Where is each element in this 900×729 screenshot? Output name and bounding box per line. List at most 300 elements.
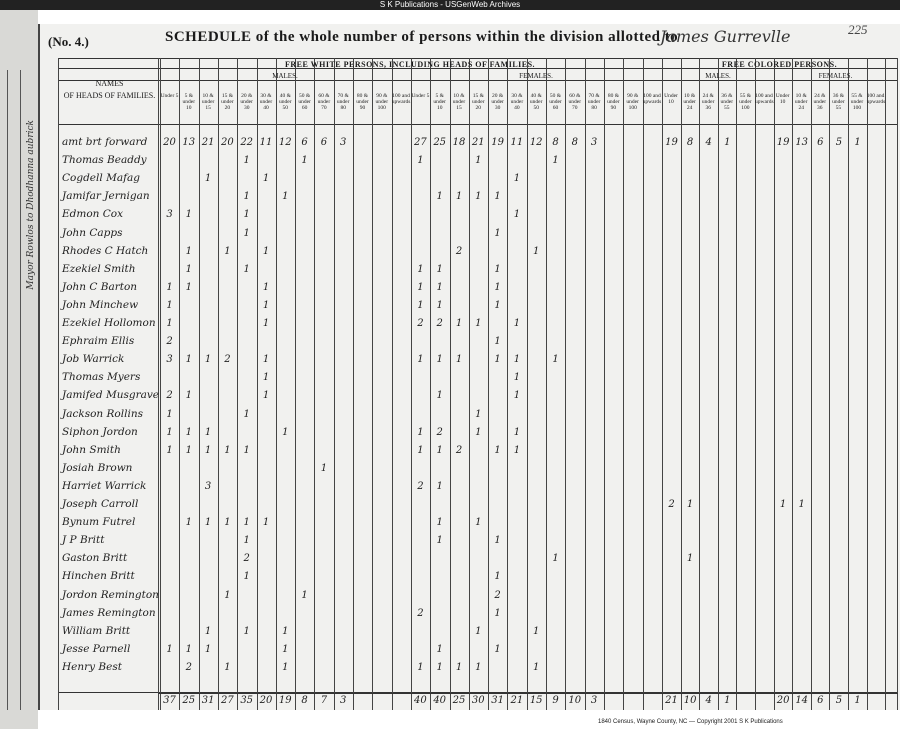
tally-mark: 21 bbox=[201, 137, 215, 148]
tally-mark: 1 bbox=[243, 517, 250, 529]
tally-mark: 1 bbox=[494, 571, 501, 583]
table-vrule bbox=[718, 58, 719, 710]
tally-mark: 1 bbox=[494, 535, 501, 547]
total-value: 35 bbox=[240, 695, 254, 706]
tally-mark: 1 bbox=[475, 625, 482, 637]
tally-mark: 1 bbox=[185, 209, 192, 221]
tally-mark: 1 bbox=[686, 499, 694, 510]
total-value: 25 bbox=[182, 695, 196, 706]
margin-rule bbox=[7, 70, 8, 710]
tally-mark: 1 bbox=[686, 553, 694, 565]
total-value: 20 bbox=[776, 695, 790, 706]
family-head-name: Ephraim Ellis bbox=[62, 335, 135, 348]
table-vrule bbox=[565, 58, 566, 710]
free-colored-header: FREE COLORED PERSONS. bbox=[721, 60, 838, 69]
tally-mark: 6 bbox=[320, 137, 328, 148]
tally-mark: 13 bbox=[182, 137, 196, 148]
family-head-name: Gaston Britt bbox=[62, 552, 128, 565]
tally-mark: 1 bbox=[475, 318, 482, 329]
tally-mark: 1 bbox=[243, 444, 250, 456]
table-vrule bbox=[353, 58, 354, 710]
table-vrule bbox=[811, 58, 812, 710]
family-head-name: J P Britt bbox=[62, 534, 105, 547]
tally-mark: 1 bbox=[262, 318, 270, 329]
tally-mark: 1 bbox=[494, 263, 501, 275]
table-vrule bbox=[314, 58, 315, 710]
age-column-header: 20 & under 30 bbox=[491, 93, 504, 111]
table-vrule bbox=[507, 58, 508, 710]
family-head-name: John Capps bbox=[62, 226, 123, 239]
age-column-header: 30 & under 40 bbox=[259, 93, 273, 111]
tally-mark: 8 bbox=[571, 137, 578, 148]
tally-mark: 1 bbox=[475, 661, 482, 673]
tally-mark: 1 bbox=[224, 589, 231, 601]
tally-mark: 1 bbox=[552, 354, 559, 366]
table-rule bbox=[58, 58, 898, 59]
table-vrule bbox=[829, 58, 830, 710]
tally-mark: 1 bbox=[436, 390, 443, 402]
tally-mark: 3 bbox=[166, 354, 173, 366]
left-margin-strip bbox=[0, 10, 38, 729]
footer-credit: 1840 Census, Wayne County, NC — Copyright 2001 S K Publications bbox=[598, 719, 783, 725]
table-vrule bbox=[699, 58, 700, 710]
tally-mark: 2 bbox=[243, 553, 250, 565]
tally-mark: 1 bbox=[854, 137, 861, 148]
family-head-name: Thomas Myers bbox=[62, 371, 141, 384]
tally-mark: 1 bbox=[185, 517, 192, 529]
total-value: 8 bbox=[301, 695, 308, 706]
tally-mark: 1 bbox=[798, 499, 805, 510]
tally-mark: 1 bbox=[533, 245, 540, 257]
tally-mark: 1 bbox=[436, 299, 443, 311]
table-vrule bbox=[218, 58, 219, 710]
tally-mark: 1 bbox=[455, 354, 463, 366]
family-head-name: Cogdell Mafag bbox=[62, 172, 140, 185]
age-column-header: 10 & under 24 bbox=[794, 93, 808, 111]
age-column-header: 30 & under 40 bbox=[510, 93, 524, 111]
age-column-header: 10 & under 24 bbox=[683, 93, 696, 111]
schedule-title: SCHEDULE of the whole number of persons within the division allotted to bbox=[165, 29, 679, 45]
tally-mark: 1 bbox=[204, 426, 212, 438]
tally-mark: 1 bbox=[166, 643, 173, 655]
tally-mark: 1 bbox=[436, 535, 443, 547]
colored-males-header: MALES. bbox=[705, 72, 731, 80]
age-column-header: 90 & under 100 bbox=[375, 93, 389, 111]
tally-mark: 1 bbox=[204, 444, 212, 456]
table-vrule bbox=[885, 58, 886, 710]
tally-mark: 1 bbox=[436, 643, 443, 655]
family-head-name: Jackson Rollins bbox=[62, 407, 143, 420]
tally-mark: 3 bbox=[590, 137, 598, 148]
total-value: 30 bbox=[471, 695, 485, 706]
tally-mark: 1 bbox=[417, 444, 424, 456]
table-vrule bbox=[623, 58, 624, 710]
tally-mark: 1 bbox=[166, 426, 173, 438]
age-column-header: 100 and upwards bbox=[755, 93, 774, 105]
table-vrule bbox=[58, 58, 59, 710]
family-head-name: Thomas Beaddy bbox=[62, 154, 147, 167]
tally-mark: 1 bbox=[282, 191, 289, 203]
tally-mark: 1 bbox=[417, 426, 424, 438]
page-number: 225 bbox=[848, 22, 868, 37]
tally-mark: 1 bbox=[417, 661, 424, 673]
table-vrule bbox=[848, 58, 849, 710]
total-value: 10 bbox=[568, 695, 582, 706]
tally-mark: 1 bbox=[185, 263, 192, 275]
total-value: 31 bbox=[491, 695, 504, 706]
tally-mark: 1 bbox=[494, 227, 501, 239]
table-vrule bbox=[585, 58, 586, 710]
tally-mark: 1 bbox=[436, 661, 443, 673]
tally-mark: 1 bbox=[417, 299, 424, 311]
tally-mark: 3 bbox=[340, 137, 347, 148]
archive-banner: S K Publications - USGenWeb Archives bbox=[0, 0, 900, 10]
tally-mark: 6 bbox=[817, 137, 824, 148]
age-column-header: Under 5 bbox=[411, 93, 430, 99]
tally-mark: 1 bbox=[243, 571, 250, 583]
tally-mark: 1 bbox=[282, 426, 289, 438]
tally-mark: 1 bbox=[494, 299, 501, 311]
family-head-name: Ezekiel Hollomon bbox=[62, 317, 156, 329]
age-column-header: Under 5 bbox=[160, 93, 179, 99]
family-head-name: Jordon Remington bbox=[62, 588, 159, 601]
table-vrule bbox=[257, 58, 258, 710]
family-head-name: Jamifar Jernigan bbox=[62, 190, 150, 203]
total-value: 25 bbox=[452, 695, 466, 706]
tally-mark: 12 bbox=[278, 137, 292, 148]
tally-mark: 1 bbox=[513, 354, 521, 366]
tally-mark: 8 bbox=[552, 137, 559, 148]
tally-mark: 1 bbox=[436, 281, 443, 293]
family-head-name: Rhodes C Hatch bbox=[62, 244, 149, 257]
tally-mark: 1 bbox=[417, 155, 424, 167]
margin-rule bbox=[20, 70, 21, 710]
tally-mark: 1 bbox=[224, 661, 231, 673]
tally-mark: 18 bbox=[452, 137, 466, 148]
tally-mark: 1 bbox=[204, 354, 212, 366]
tally-mark: 1 bbox=[320, 462, 328, 474]
tally-mark: 1 bbox=[262, 281, 270, 293]
age-column-header: 24 & under 36 bbox=[701, 93, 715, 111]
tally-mark: 1 bbox=[475, 426, 482, 438]
tally-mark: 1 bbox=[494, 354, 501, 366]
tally-mark: 19 bbox=[665, 137, 678, 148]
table-vrule bbox=[450, 58, 451, 710]
tally-mark: 1 bbox=[204, 173, 212, 185]
age-column-header: 5 & under 10 bbox=[433, 93, 446, 111]
tally-mark: 21 bbox=[471, 137, 485, 148]
total-value: 9 bbox=[552, 695, 559, 706]
tally-mark: 1 bbox=[262, 390, 270, 402]
tally-mark: 4 bbox=[705, 137, 712, 148]
tally-mark: 1 bbox=[417, 263, 424, 275]
age-column-header: 100 and upwards bbox=[642, 93, 662, 105]
tally-mark: 1 bbox=[533, 625, 540, 637]
tally-mark: 1 bbox=[475, 191, 482, 203]
total-value: 15 bbox=[529, 695, 543, 706]
tally-mark: 27 bbox=[414, 137, 427, 148]
tally-mark: 25 bbox=[433, 137, 447, 148]
age-column-header: 40 & under 50 bbox=[529, 93, 543, 111]
tally-mark: 1 bbox=[185, 426, 192, 438]
tally-mark: 1 bbox=[494, 643, 501, 655]
tally-mark: 1 bbox=[724, 137, 731, 148]
tally-mark: 1 bbox=[224, 245, 231, 257]
marginal-note: Mayor Rowlos to Dhodhanna aubrick bbox=[26, 120, 36, 290]
tally-mark: 22 bbox=[240, 137, 254, 148]
total-value: 4 bbox=[705, 695, 712, 706]
free-white-header: FREE WHITE PERSONS, INCLUDING HEADS OF FAMILIES. bbox=[284, 60, 536, 69]
table-vrule bbox=[199, 58, 200, 710]
total-value: 3 bbox=[590, 695, 598, 706]
family-head-name: William Britt bbox=[62, 624, 131, 637]
total-value: 5 bbox=[835, 695, 843, 706]
tally-mark: 1 bbox=[185, 354, 192, 366]
total-value: 19 bbox=[278, 695, 292, 706]
total-value: 21 bbox=[510, 695, 524, 706]
total-value: 21 bbox=[665, 695, 678, 706]
tally-mark: 1 bbox=[204, 625, 212, 637]
age-column-header: 70 & under 80 bbox=[336, 93, 350, 111]
age-column-header: 36 & under 55 bbox=[720, 93, 734, 111]
tally-mark: 2 bbox=[166, 390, 173, 402]
tally-mark: 2 bbox=[224, 354, 231, 366]
tally-mark: 1 bbox=[513, 444, 521, 456]
table-vrule bbox=[897, 58, 898, 710]
table-vrule bbox=[867, 58, 868, 710]
tally-mark: 2 bbox=[417, 480, 424, 492]
total-value: 40 bbox=[414, 695, 427, 706]
total-value: 7 bbox=[320, 695, 328, 706]
tally-mark: 1 bbox=[513, 173, 521, 185]
age-column-header: 50 & under 60 bbox=[549, 93, 562, 111]
total-value: 14 bbox=[795, 695, 809, 706]
table-vrule bbox=[160, 58, 161, 710]
tally-mark: 1 bbox=[262, 173, 270, 185]
total-value: 1 bbox=[724, 695, 731, 706]
total-value: 3 bbox=[340, 695, 347, 706]
table-vrule bbox=[430, 58, 431, 710]
tally-mark: 2 bbox=[455, 245, 463, 257]
tally-mark: 2 bbox=[417, 318, 424, 329]
tally-mark: 1 bbox=[494, 444, 501, 456]
tally-mark: 1 bbox=[262, 372, 270, 384]
table-rule bbox=[58, 124, 898, 125]
family-head-name: Harriet Warrick bbox=[62, 479, 147, 492]
tally-mark: 1 bbox=[282, 661, 289, 673]
tally-mark: 1 bbox=[262, 517, 270, 529]
tally-mark: 1 bbox=[552, 155, 559, 167]
tally-mark: 1 bbox=[513, 390, 521, 402]
tally-mark: 1 bbox=[494, 607, 501, 619]
names-header-line: NAMES bbox=[95, 79, 124, 88]
age-column-header: 80 & under 90 bbox=[356, 93, 369, 111]
tally-mark: 1 bbox=[243, 263, 250, 275]
division-handwritten: James Gurrevlle bbox=[660, 27, 791, 46]
total-value: 10 bbox=[683, 695, 697, 706]
tally-mark: 1 bbox=[243, 209, 250, 221]
tally-mark: 1 bbox=[166, 281, 173, 293]
tally-mark: 1 bbox=[436, 444, 443, 456]
tally-mark: 1 bbox=[243, 227, 250, 239]
tally-mark: 2 bbox=[436, 318, 443, 329]
tally-mark: 1 bbox=[436, 191, 443, 203]
tally-mark: 1 bbox=[494, 191, 501, 203]
table-vrule bbox=[792, 58, 793, 710]
family-head-name: Hinchen Britt bbox=[62, 570, 135, 583]
table-vrule bbox=[681, 58, 682, 710]
age-column-header: 5 & under 10 bbox=[182, 93, 196, 111]
tally-mark: 1 bbox=[436, 480, 443, 492]
tally-mark: 1 bbox=[185, 643, 192, 655]
tally-mark: 1 bbox=[779, 499, 787, 510]
age-column-header: 40 & under 50 bbox=[279, 93, 292, 111]
total-value: 27 bbox=[221, 695, 234, 706]
tally-mark: 1 bbox=[243, 191, 250, 203]
tally-mark: 1 bbox=[436, 354, 443, 366]
tally-mark: 1 bbox=[262, 299, 270, 311]
age-column-header: 10 & under 15 bbox=[201, 93, 215, 111]
table-vrule bbox=[662, 58, 663, 710]
family-head-name: Siphon Jordon bbox=[62, 425, 138, 438]
family-head-name: Edmon Cox bbox=[62, 208, 124, 221]
names-header bbox=[62, 78, 157, 102]
age-column-header: Under 10 bbox=[775, 93, 790, 105]
tally-mark: 1 bbox=[552, 553, 559, 565]
tally-mark: 1 bbox=[243, 155, 250, 167]
table-vrule bbox=[372, 58, 373, 710]
table-vrule bbox=[276, 58, 277, 710]
tally-mark: 1 bbox=[243, 535, 250, 547]
tally-mark: 1 bbox=[494, 281, 501, 293]
total-value: 20 bbox=[259, 695, 273, 706]
tally-mark: 20 bbox=[221, 137, 234, 148]
tally-mark: 1 bbox=[282, 625, 289, 637]
tally-mark: 1 bbox=[185, 245, 192, 257]
age-column-header: Under 10 bbox=[664, 93, 678, 105]
family-head-name: amt brt forward bbox=[62, 136, 148, 148]
table-vrule bbox=[604, 58, 605, 710]
tally-mark: 19 bbox=[491, 137, 504, 148]
table-vrule bbox=[643, 58, 644, 710]
tally-mark: 1 bbox=[436, 263, 443, 275]
age-column-header: 60 & under 70 bbox=[568, 93, 582, 111]
table-vrule bbox=[774, 58, 775, 710]
tally-mark: 19 bbox=[776, 137, 790, 148]
tally-mark: 1 bbox=[262, 354, 270, 366]
age-column-header: 80 & under 90 bbox=[607, 93, 620, 111]
table-vrule bbox=[334, 58, 335, 710]
tally-mark: 6 bbox=[301, 137, 308, 148]
age-column-header: 50 & under 60 bbox=[298, 93, 311, 111]
tally-mark: 1 bbox=[224, 517, 231, 529]
females-header: FEMALES. bbox=[519, 72, 553, 80]
tally-mark: 1 bbox=[262, 245, 270, 257]
tally-mark: 1 bbox=[166, 299, 173, 311]
tally-mark: 1 bbox=[513, 318, 521, 329]
tally-mark: 2 bbox=[494, 589, 501, 601]
family-head-name: Jesse Parnell bbox=[62, 642, 131, 655]
table-vrule bbox=[158, 58, 159, 710]
tally-mark: 12 bbox=[529, 137, 543, 148]
tally-mark: 1 bbox=[455, 661, 463, 673]
tally-mark: 2 bbox=[185, 661, 192, 673]
family-head-name: Ezekiel Smith bbox=[62, 262, 136, 275]
family-head-name: John Smith bbox=[62, 443, 121, 456]
tally-mark: 1 bbox=[282, 643, 289, 655]
tally-mark: 1 bbox=[417, 354, 424, 366]
tally-mark: 1 bbox=[185, 390, 192, 402]
tally-mark: 3 bbox=[166, 209, 173, 221]
tally-mark: 2 bbox=[436, 426, 443, 438]
males-header: MALES. bbox=[272, 72, 298, 80]
family-head-name: John Minchew bbox=[62, 298, 139, 311]
tally-mark: 2 bbox=[166, 336, 173, 348]
tally-mark: 1 bbox=[243, 625, 250, 637]
tally-mark: 1 bbox=[204, 517, 212, 529]
tally-mark: 1 bbox=[417, 281, 424, 293]
tally-mark: 11 bbox=[259, 137, 273, 148]
tally-mark: 1 bbox=[455, 318, 463, 329]
total-value: 37 bbox=[163, 695, 176, 706]
tally-mark: 1 bbox=[475, 155, 482, 167]
age-column-header: 15 & under 20 bbox=[472, 93, 485, 111]
age-column-header: 20 & under 30 bbox=[240, 93, 253, 111]
tally-mark: 1 bbox=[436, 517, 443, 529]
tally-mark: 13 bbox=[795, 137, 809, 148]
total-value: 31 bbox=[201, 695, 215, 706]
family-head-name: James Remington bbox=[62, 606, 156, 619]
tally-mark: 2 bbox=[455, 444, 463, 456]
tally-mark: 11 bbox=[510, 137, 524, 148]
tally-mark: 3 bbox=[204, 480, 212, 492]
table-vrule bbox=[527, 58, 528, 710]
tally-mark: 20 bbox=[163, 137, 176, 148]
age-column-header: 24 & under 36 bbox=[813, 93, 827, 111]
age-column-header: 100 and upwards bbox=[391, 93, 411, 105]
tally-mark: 2 bbox=[417, 607, 424, 619]
tally-mark: 1 bbox=[166, 318, 173, 329]
age-column-header: 10 & under 15 bbox=[452, 93, 466, 111]
total-value: 40 bbox=[433, 695, 447, 706]
family-head-name: Josiah Brown bbox=[62, 461, 133, 474]
age-column-header: 100 and upwards bbox=[866, 93, 886, 105]
tally-mark: 1 bbox=[166, 408, 173, 420]
age-column-header: 36 & under 55 bbox=[832, 93, 845, 111]
tally-mark: 1 bbox=[185, 281, 192, 293]
tally-mark: 1 bbox=[301, 155, 308, 167]
tally-mark: 1 bbox=[513, 209, 521, 221]
age-column-header: 90 & under 100 bbox=[626, 93, 639, 111]
family-head-name: Henry Best bbox=[62, 660, 122, 673]
age-column-header: 15 & under 20 bbox=[221, 93, 234, 111]
tally-mark: 1 bbox=[204, 643, 212, 655]
tally-mark: 5 bbox=[835, 137, 843, 148]
age-column-header: 60 & under 70 bbox=[317, 93, 331, 111]
table-vrule bbox=[755, 58, 756, 710]
age-column-header: 55 & under 100 bbox=[850, 93, 864, 111]
family-head-name: John C Barton bbox=[62, 280, 138, 293]
tally-mark: 8 bbox=[686, 137, 694, 148]
family-head-name: Jamifed Musgrave bbox=[62, 389, 159, 402]
totals-rule bbox=[158, 693, 898, 694]
tally-mark: 1 bbox=[494, 336, 501, 348]
schedule-number: (No. 4.) bbox=[48, 34, 89, 49]
total-value: 6 bbox=[817, 695, 824, 706]
tally-mark: 2 bbox=[668, 499, 675, 510]
tally-mark: 1 bbox=[513, 372, 521, 384]
tally-mark: 1 bbox=[475, 517, 482, 529]
